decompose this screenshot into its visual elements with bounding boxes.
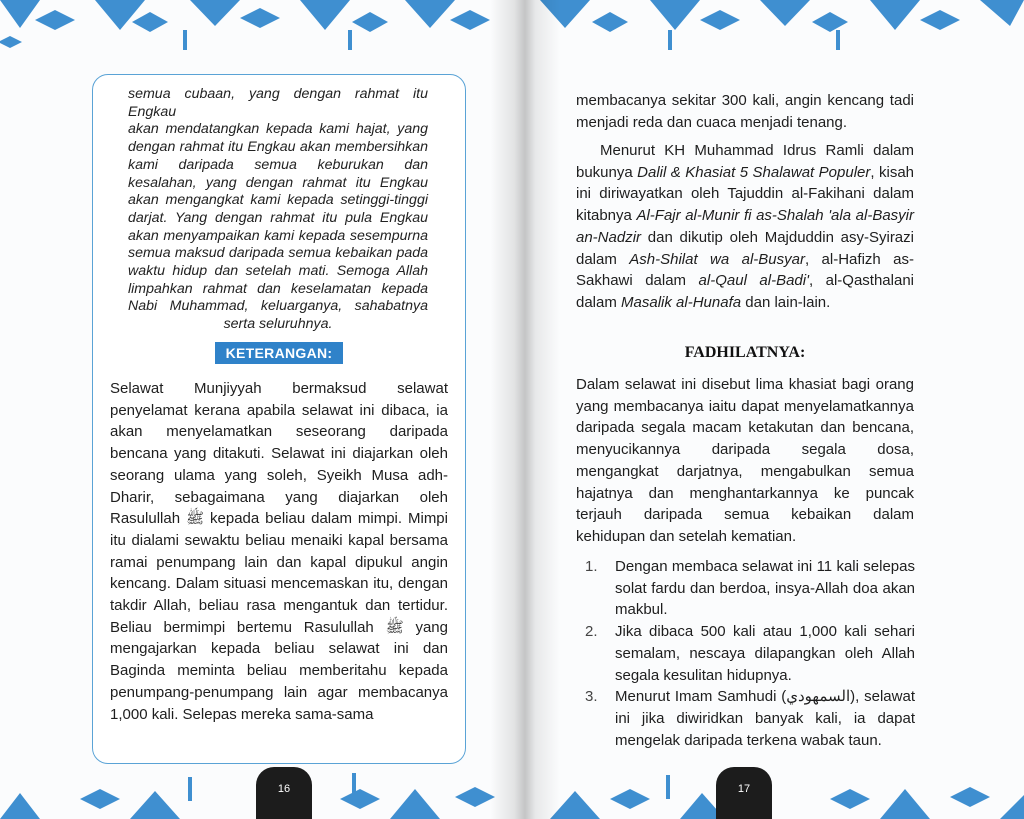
page-number-right: 17 <box>716 767 772 819</box>
source-text: , al-Hafizh as-Sakhawi dalam <box>576 250 914 290</box>
quote-line: akan menyampaikan kami kepada sesempurna <box>128 227 428 244</box>
quote-line: darjat. Yang dengan rahmat itu pula Engkau <box>128 209 428 226</box>
list-item-number: 3. <box>585 688 598 706</box>
source-paragraph <box>576 140 914 314</box>
list-item-text: Dengan membaca selawat ini 11 kali selepas solat fardu dan berdoa, insya-Allah doa akan makbul. <box>615 558 915 619</box>
quote-last-line: serta seluruhnya. <box>223 316 333 333</box>
source-text: , al-Qasthalani dalam <box>576 272 914 311</box>
quote-line: akan mendatangkan kepada kami hajat, yang <box>128 121 428 138</box>
quote-line: akan mengangkat kami kepada setinggi-tinggi <box>128 192 428 209</box>
bottom-ornament-left <box>0 759 510 819</box>
fadhilat-intro-paragraph: Dalam selawat ini disebut lima khasiat bagi orang yang membacanya iaitu dapat menyelamatkannya daripada segala macam ketakutan dan bencana, menyucikannya daripada segala dosa, mengangkat darjatnya, mengabulkan semua hajatnya dan menghantarkannya ke puncak terjauh daripada semua kebaikan dalam kehidupan dan setelah kematian. <box>576 376 914 545</box>
book-title: Masalik al-Hunafa <box>621 293 742 311</box>
source-text: Menurut KH Muhammad Idrus Ramli dalam bukunya <box>576 142 914 181</box>
benefits-list <box>585 556 915 751</box>
quote-line: semua maksud daripada semua kebaikan pada <box>128 245 428 262</box>
top-ornament-left <box>0 0 510 60</box>
book-title: Ash-Shilat wa al-Busyar <box>629 250 805 268</box>
quote-line: semua cubaan, yang dengan rahmat itu Engkau <box>128 86 428 120</box>
list-item-number: 2. <box>585 623 598 641</box>
quote-line: kami daripada semua keburukan dan <box>128 156 428 173</box>
quote-line: kesalahan, yang dengan rahmat itu Engkau <box>128 174 428 191</box>
list-item-number: 1. <box>585 558 598 575</box>
quote-line: Nabi Muhammad, keluarganya, sahabatnya <box>128 298 428 315</box>
list-item-text: Jika dibaca 500 kali atau 1,000 kali sehari semalam, nescaya dilapangkan oleh Allah segala kesulitan hidupnya. <box>615 623 915 684</box>
list-item <box>585 556 915 621</box>
story-continuation-paragraph: membacanya sekitar 300 kali, angin kencang tadi menjadi reda dan cuaca menjadi tenang. <box>576 92 914 131</box>
page-number-left: 16 <box>256 767 312 819</box>
quote-line: waktu hidup dan setelah mati. Semoga Allah <box>128 263 428 280</box>
book-title: Dalil & Khasiat 5 Shalawat Populer <box>637 163 871 181</box>
list-item <box>585 686 915 751</box>
section-label-keterangan: KETERANGAN: <box>215 342 343 364</box>
source-text: dan dikutip oleh Majduddin asy-Syirazi dalam <box>576 228 914 268</box>
book-title: al-Qaul al-Badi' <box>698 272 809 290</box>
source-text: dan lain-lain. <box>741 293 831 311</box>
list-item-text: Menurut Imam Samhudi (السمهودي), selawat ini jika diwiridkan banyak kali, ia dapat mengelak daripada terkena wabak taun. <box>615 688 915 749</box>
list-item <box>585 621 915 686</box>
quote-line: dengan rahmat itu Engkau akan membersihkan <box>128 139 428 156</box>
quote-line: limpahkan rahmat dan keselamatan kepada <box>128 280 428 297</box>
top-ornament-right <box>510 0 1024 60</box>
prayer-translation-quote <box>128 86 428 334</box>
book-title: Al-Fajr al-Munir fi as-Shalah 'ala al-Basyir an-Nadzir <box>576 207 915 246</box>
source-text: , kisah ini diriwayatkan oleh Tajuddin al-Fakihani dalam kitabnya <box>576 163 915 225</box>
keterangan-paragraph: Selawat Munjiyyah bermaksud selawat penyelamat kerana apabila selawat ini dibaca, ia akan menyelamatkan seseorang daripada bencana yang ditakuti. Selawat ini diajarkan oleh seorang ulama yang soleh, Syeikh Musa adh-Dharir, sebagaimana yang diajarkan oleh Rasulullah ﷺ kepada beliau dalam mimpi. Mimpi itu dialami sewaktu beliau menaiki kapal bersama ramai penumpang lain dan kapal dipukul angin kencang. Dalam situasi mencemaskan itu, dengan takdir Allah, beliau rasa mengantuk dan tertidur. Beliau bermimpi bertemu Rasulullah ﷺ yang mengajarkan kepada beliau selawat ini dan Baginda meminta beliau memberitahu kepada penumpang-penumpang lain agar membacanya 1,000 kali. Selepas mereka sama-sama <box>110 380 448 723</box>
fadhilat-heading: FADHILATNYA: <box>684 344 806 361</box>
